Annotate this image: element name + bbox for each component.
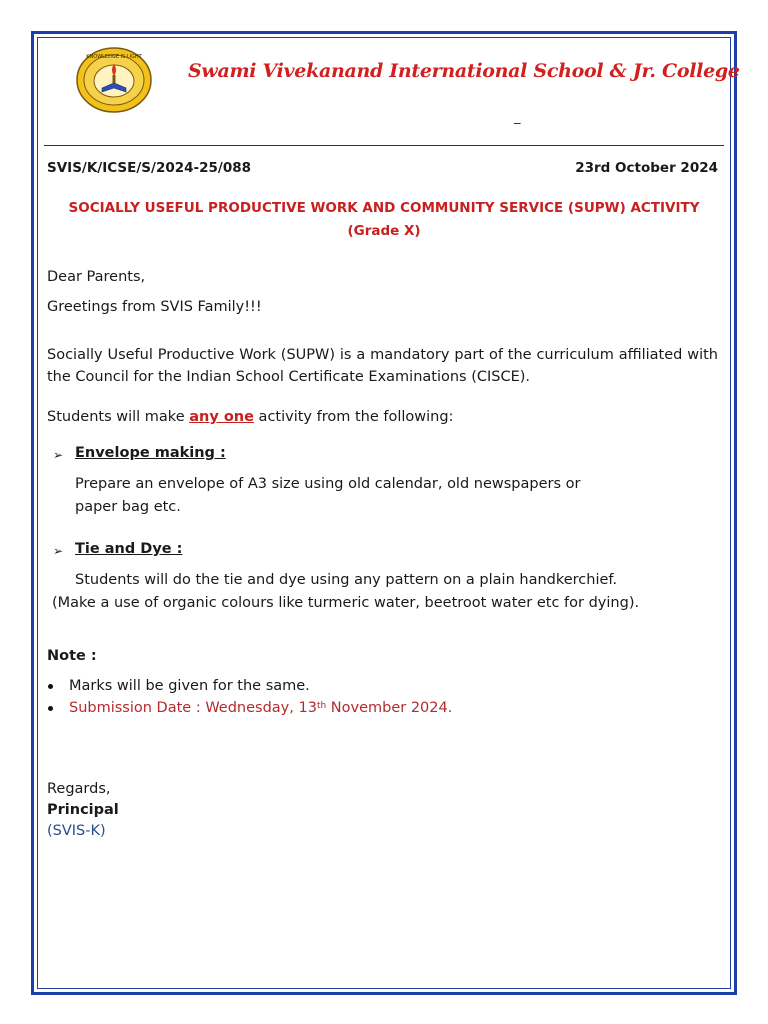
arrow-bullet-icon: ➢: [53, 544, 64, 558]
note-marks: Marks will be given for the same.: [69, 678, 310, 694]
choice-highlight: any one: [189, 409, 254, 425]
bullet-dot-icon: [48, 684, 53, 689]
note-submission-date: [69, 697, 452, 719]
submission-suffix: November 2024.: [326, 700, 453, 716]
activity-heading-tie-dye: Tie and Dye :: [75, 541, 183, 557]
letter-date: 23rd October 2024: [575, 160, 718, 176]
activity-envelope-line2: paper bag etc.: [75, 499, 181, 515]
activity-heading-envelope: Envelope making :: [75, 445, 226, 461]
signatory-org: (SVIS-K): [47, 823, 106, 839]
submission-prefix: Submission Date : Wednesday, 13: [69, 700, 317, 716]
salutation: Dear Parents,: [47, 269, 146, 285]
svg-text:KNOWLEDGE IS LIGHT: KNOWLEDGE IS LIGHT: [86, 54, 142, 60]
activity-envelope-line1: Prepare an envelope of A3 size using old calendar, old newspapers or: [75, 476, 581, 492]
regards: Regards,: [47, 781, 111, 797]
header-divider: [44, 145, 724, 146]
submission-sup: th: [316, 701, 327, 711]
choice-line: [47, 406, 453, 428]
reference-number: SVIS/K/ICSE/S/2024-25/088: [47, 160, 252, 176]
choice-prefix: Students will make: [47, 409, 190, 425]
activity-tie-dye-line1: Students will do the tie and dye using any pattern on a plain handkerchief.: [75, 572, 618, 588]
letter-subtitle: (Grade X): [347, 223, 421, 239]
activity-tie-dye-line2: (Make a use of organic colours like turmeric water, beetroot water etc for dying).: [52, 595, 640, 611]
school-logo: [75, 46, 153, 114]
arrow-bullet-icon: ➢: [53, 448, 64, 462]
school-name: Swami Vivekanand International School & Jr. College: [188, 60, 740, 82]
choice-suffix: activity from the following:: [253, 409, 454, 425]
signatory: Principal: [47, 802, 119, 818]
note-label: Note :: [47, 648, 97, 664]
letter-title: SOCIALLY USEFUL PRODUCTIVE WORK AND COMMUNITY SERVICE (SUPW) ACTIVITY: [68, 200, 700, 216]
intro-paragraph: Socially Useful Productive Work (SUPW) is a mandatory part of the curriculum affiliated with the Council for the Indian School Certificate Examinations (CISCE).: [47, 347, 718, 385]
bullet-dot-icon: [48, 706, 53, 711]
dash-mark: _: [514, 110, 521, 125]
greeting: Greetings from SVIS Family!!!: [47, 299, 262, 315]
